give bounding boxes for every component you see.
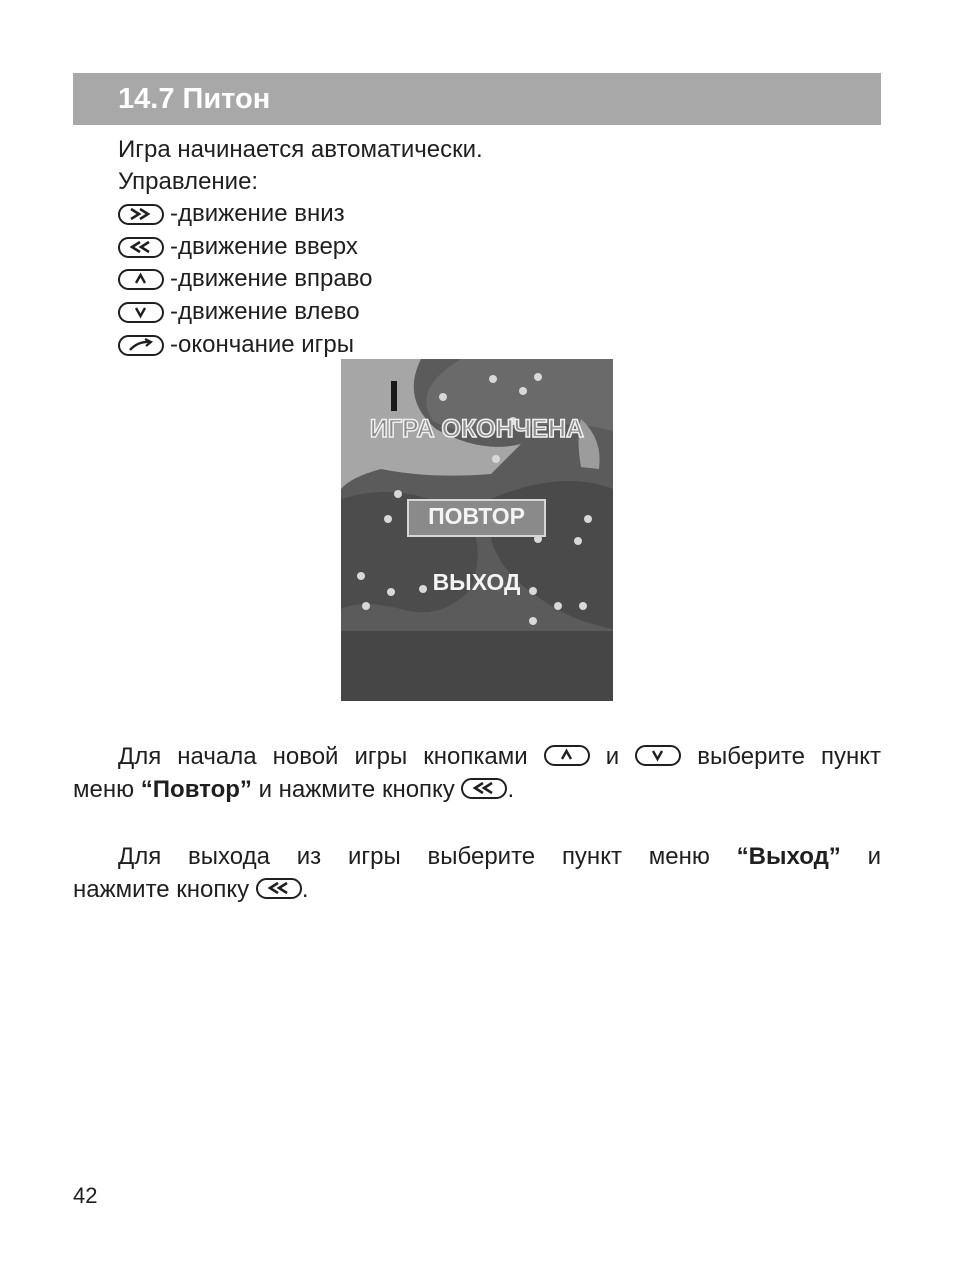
retry-menu-reference: “Повтор” [140, 776, 252, 803]
intro-text: Игра начинается автоматически. [118, 136, 483, 163]
control-text: -окончание игры [170, 331, 354, 358]
rewind-key-icon [256, 878, 302, 899]
page-number: 42 [73, 1183, 98, 1208]
exit-menu-reference: “Выход” [736, 843, 841, 870]
down-key-icon [118, 302, 164, 323]
section-header-bar [73, 73, 881, 125]
control-text: -движение вправо [170, 265, 373, 292]
retry-menu-item: ПОВТОР [428, 503, 525, 529]
paragraph-exit [73, 840, 881, 906]
paragraph-text: . [507, 776, 515, 803]
control-item [118, 200, 345, 228]
paragraph-text: и нажмите кнопку [258, 776, 455, 803]
control-text: -движение вверх [170, 233, 358, 260]
control-item [118, 298, 360, 326]
paragraph-text: и [605, 743, 620, 770]
paragraph-text: нажмите кнопку [73, 876, 250, 903]
control-item [118, 331, 354, 359]
call-end-key-icon [118, 335, 164, 356]
fast-forward-key-icon [118, 204, 164, 225]
control-item [118, 265, 373, 293]
down-key-icon [635, 745, 681, 766]
controls-heading: Управление: [118, 168, 259, 195]
control-text: -движение вниз [170, 200, 345, 227]
control-text: -движение влево [170, 298, 360, 325]
paragraph-text: и [867, 843, 881, 870]
game-over-screenshot [341, 359, 613, 701]
control-item [118, 233, 358, 261]
paragraph-text: Для выхода из игры выберите пункт меню [118, 843, 710, 870]
game-over-banner: ИГРА ОКОНЧЕНА [369, 415, 585, 443]
paragraph-text: . [301, 876, 309, 903]
paragraph-text: Для начала новой игры кнопками [118, 743, 528, 770]
paragraph-text: выберите пункт [697, 743, 881, 770]
up-key-icon [118, 269, 164, 290]
rewind-key-icon [118, 237, 164, 258]
exit-menu-item: ВЫХОД [432, 569, 521, 595]
section-title: 14.7 Питон [118, 83, 271, 115]
paragraph-text: меню [73, 776, 135, 803]
rewind-key-icon [461, 778, 507, 799]
paragraph-new-game [73, 740, 881, 806]
up-key-icon [544, 745, 590, 766]
